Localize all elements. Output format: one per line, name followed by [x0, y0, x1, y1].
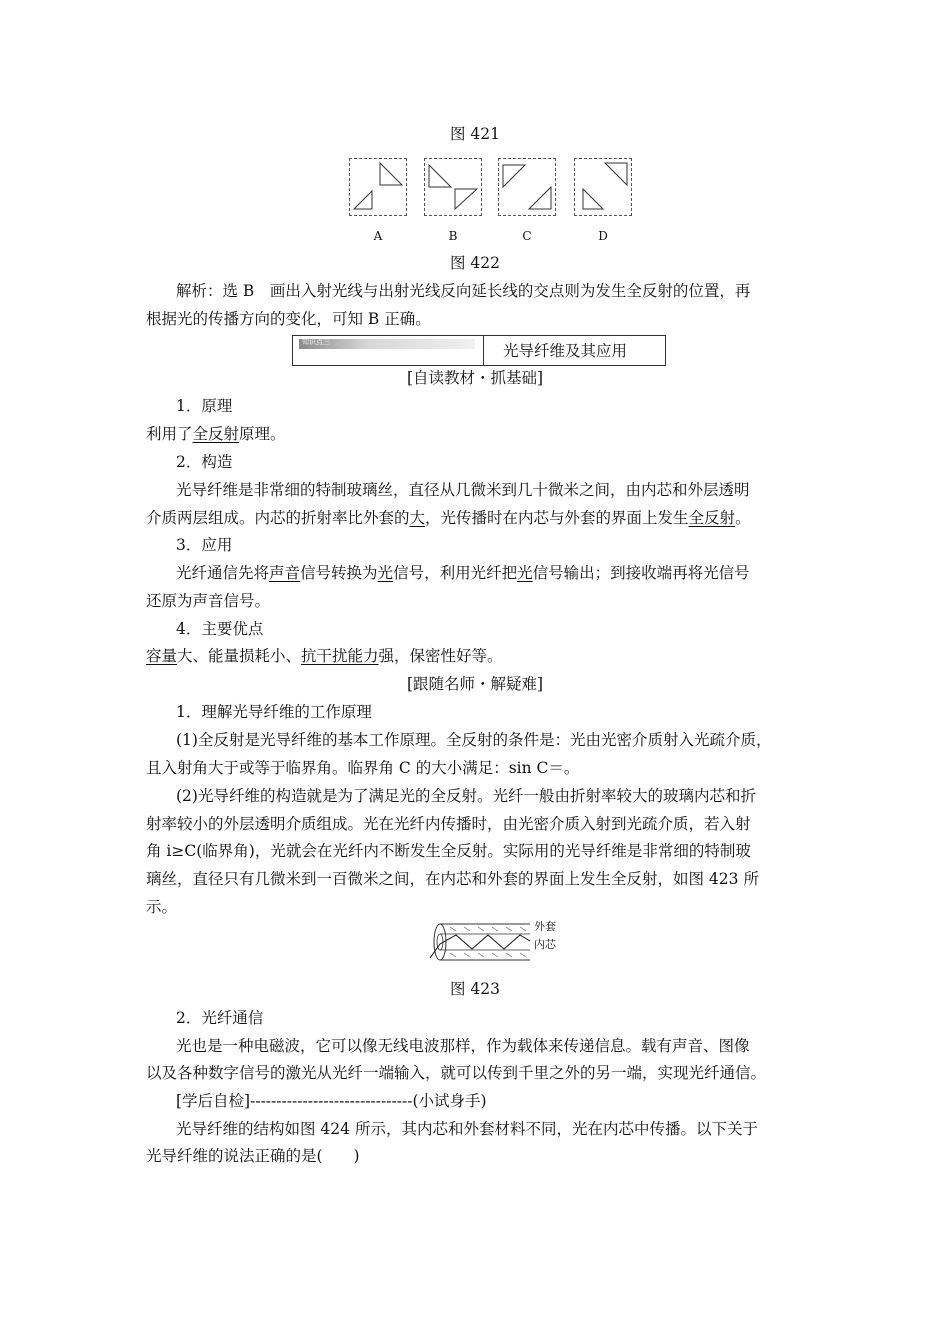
option-b-label: B	[448, 229, 458, 243]
explain-title-1: 1．理解光导纤维的工作原理	[176, 703, 372, 721]
knowledge-point-title: 光导纤维及其应用	[503, 342, 628, 360]
structure-line-1: 光导纤维是非常细的特制玻璃丝，直径从几微米到几十微米之间，由内芯和外层透明	[176, 481, 750, 499]
knowledge-point-tag-text: 知识点三	[302, 338, 330, 346]
advantages-text: 容量大、能量损耗小、抗干扰能力强，保密性好等。	[146, 647, 503, 665]
fiber-inner-label: 内芯	[534, 938, 556, 951]
option-d-label: D	[598, 229, 608, 243]
structure-line-2: 介质两层组成。内芯的折射率比外套的大，光传播时在内芯与外套的界面上发生全反射。	[146, 509, 751, 527]
figure-422-option-b-diagram	[424, 158, 482, 216]
structure-title: 2．构造	[176, 453, 233, 471]
explain-p1-line-1: (1)全反射是光导纤维的基本工作原理。全反射的条件是：光由光密介质射入光疏介质，	[176, 731, 772, 749]
application-line-1: 光纤通信先将声音信号转换为光信号，利用光纤把光信号输出；到接收端再将光信号	[176, 564, 750, 582]
figure-422-option-d-diagram	[574, 158, 632, 216]
explain-p2-line-1: (2)光导纤维的构造就是为了满足光的全反射。光纤一般由折射率较大的玻璃内芯和折	[176, 787, 756, 805]
figure-422-caption: 图 422	[449, 254, 500, 272]
explain-p3-line-2: 以及各种数字信号的激光从光纤一端输入，就可以传到千里之外的另一端，实现光纤通信。	[146, 1064, 767, 1082]
explain-p3-line-1: 光也是一种电磁波，它可以像无线电波那样，作为载体来传递信息。载有声音、图像	[176, 1037, 750, 1055]
figure-422-option-c-diagram	[498, 158, 556, 216]
explain-p2-line-3: 角 i≥C(临界角)，光就会在光纤内不断发生全反射。实际用的光导纤维是非常细的特制玻	[146, 842, 751, 860]
figure-422-option-a-diagram	[349, 158, 407, 216]
explain-p2-line-5: 示。	[146, 898, 178, 916]
knowledge-point-heading	[292, 335, 666, 366]
option-c-label: C	[522, 229, 532, 243]
figure-423-caption: 图 423	[449, 980, 500, 998]
explain-title-2: 2．光纤通信	[176, 1009, 264, 1027]
section-header-self-study: [自读教材・抓基础]	[406, 369, 544, 387]
fiber-outer-label: 外套	[534, 920, 556, 933]
question-line-2: 光导纤维的说法正确的是( )	[146, 1147, 360, 1165]
advantages-title: 4．主要优点	[176, 620, 264, 638]
selfcheck-header: [学后自检]-------------------------------(小试身手)	[176, 1092, 487, 1110]
question-line-1: 光导纤维的结构如图 424 所示，其内芯和外套材料不同，光在内芯中传播。以下关于	[176, 1120, 758, 1138]
principle-text: 利用了全反射原理。	[146, 425, 286, 443]
section-header-teacher: [跟随名师・解疑难]	[406, 675, 544, 693]
principle-title: 1．原理	[176, 397, 233, 415]
knowledge-point-tag	[299, 339, 475, 349]
application-line-2: 还原为声音信号。	[146, 592, 271, 610]
explain-p2-line-2: 射率较小的外层透明介质组成。光在光纤内传播时，由光密介质入射到光疏介质，若入射	[146, 815, 751, 833]
explain-p1-line-2: 且入射角大于或等于临界角。临界角 C 的大小满足：sin C＝。	[146, 759, 580, 777]
figure-423-fiber-diagram	[426, 914, 566, 970]
option-a-label: A	[373, 229, 383, 243]
knowledge-point-tag-cell	[293, 336, 484, 365]
application-title: 3．应用	[176, 536, 233, 554]
figure-421-caption: 图 421	[449, 125, 500, 143]
analysis-line-1: 解析：选 B 画出入射光线与出射光线反向延长线的交点则为发生全反射的位置，再	[176, 282, 751, 300]
analysis-line-2: 根据光的传播方向的变化，可知 B 正确。	[146, 310, 431, 328]
explain-p2-line-4: 璃丝，直径只有几微米到一百微米之间，在内芯和外套的界面上发生全反射，如图 423 所	[146, 870, 759, 888]
